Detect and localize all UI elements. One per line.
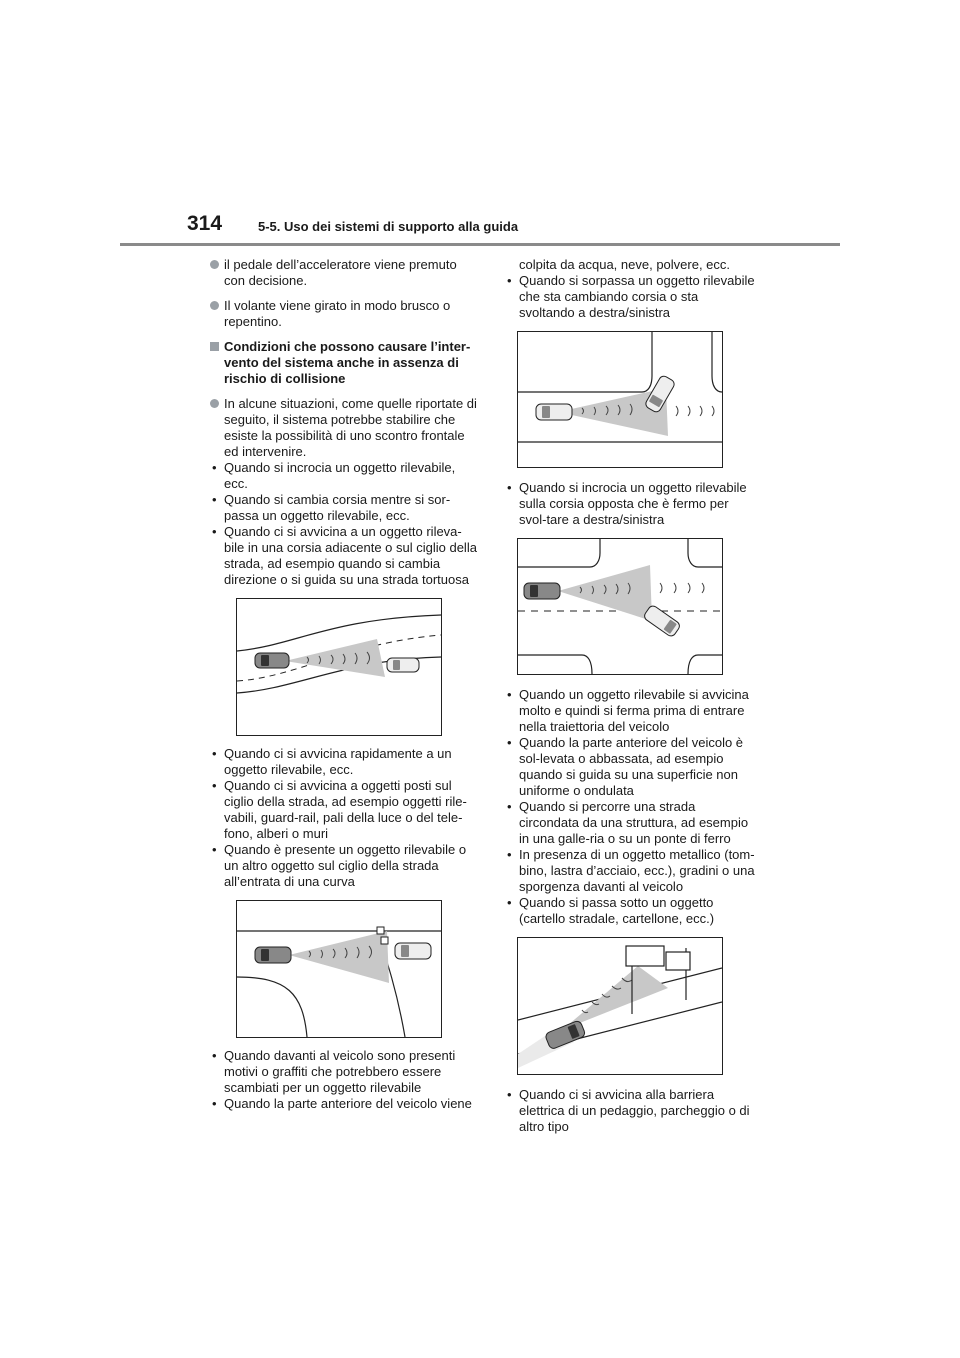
- bullet-item: Il volante viene girato in modo brusco o repentino.: [210, 298, 478, 330]
- sub-item: • Quando è presente un oggetto rilevabile o un altro oggetto sul ciglio della strada all’entrata di una curva: [210, 842, 478, 890]
- continued-text: colpita da acqua, neve, polvere, ecc.: [519, 257, 731, 272]
- sub-item: • Quando la parte anteriore del veicolo viene: [210, 1096, 478, 1112]
- sub-item: • Quando un oggetto rilevabile si avvicina molto e quindi si ferma prima di entrare nella traiettoria del veicolo: [505, 687, 755, 735]
- sub-item: • Quando davanti al veicolo sono presenti motivi o graffiti che potrebbero essere scambiati per un oggetto rilevabile: [210, 1048, 478, 1096]
- sub-item: • In presenza di un oggetto metallico (tom-bino, lastra d’acciaio, ecc.), gradini o una sporgenza davanti al veicolo: [505, 847, 755, 895]
- condition-heading: Condizioni che possono causare l’inter-vento del sistema anche in assenza di rischio di collisione: [210, 339, 478, 387]
- sub-item: • Quando si passa sotto un oggetto (cartello stradale, cartellone, ecc.): [505, 895, 755, 927]
- sub-item: • Quando ci si avvicina rapidamente a un oggetto rilevabile, ecc.: [210, 746, 478, 778]
- bullet-item: il pedale dell’acceleratore viene premuto con decisione.: [210, 257, 478, 289]
- sub-item: • Quando la parte anteriore del veicolo è sol-levata o abbassata, ad esempio quando si guida su una superficie non uniforme o ondulata: [505, 735, 755, 799]
- winding-road-illustration: [237, 599, 441, 735]
- curve-entrance-illustration: [237, 901, 441, 1037]
- sub-item: • Quando si percorre una strada circondata da una struttura, ad esempio in una galle-ria o su un ponte di ferro: [505, 799, 755, 847]
- page-number: 314: [187, 212, 223, 235]
- sub-item: • Quando ci si avvicina a oggetti posti sul ciglio della strada, ad esempio oggetti rile-vabili, guard-rail, pali della luce o del tele-fono, alberi o muri: [210, 778, 478, 842]
- overhead-sign-illustration: [518, 938, 722, 1074]
- right-column: [505, 257, 755, 1135]
- sub-item: • Quando si cambia corsia mentre si sor-passa un oggetto rilevabile, ecc.: [210, 492, 478, 524]
- sub-item: • Quando si incrocia un oggetto rilevabile sulla corsia opposta che è fermo per svol-tare a destra/sinistra: [505, 480, 755, 528]
- figure-overtaking-turning: [517, 331, 723, 468]
- sub-item: • Quando ci si avvicina alla barriera elettrica di un pedaggio, parcheggio o di altro tipo: [505, 1087, 755, 1135]
- figure-curve-entrance: [236, 900, 442, 1038]
- section-title: 5-5. Uso dei sistemi di supporto alla guida: [258, 219, 519, 234]
- opposite-lane-illustration: [518, 539, 722, 674]
- header-rule: [120, 243, 840, 246]
- figure-opposite-lane: [517, 538, 723, 675]
- figure-winding-road: [236, 598, 442, 736]
- left-column: [210, 257, 478, 1112]
- sub-item: • Quando si sorpassa un oggetto rilevabile che sta cambiando corsia o sta svoltando a destra/sinistra: [505, 273, 755, 321]
- sub-item: • Quando si incrocia un oggetto rilevabile, ecc.: [210, 460, 478, 492]
- overtaking-turning-illustration: [518, 332, 722, 467]
- sub-item: • Quando ci si avvicina a un oggetto rileva-bile in una corsia adiacente o sul ciglio della strada, ad esempio quando si cambia direzione o si guida su una strada tortuosa: [210, 524, 478, 588]
- figure-overhead-sign: [517, 937, 723, 1075]
- bullet-item: In alcune situazioni, come quelle riportate di seguito, il sistema potrebbe stabilire che esiste la possibilità di uno scontro frontale ed intervenire.: [210, 396, 478, 460]
